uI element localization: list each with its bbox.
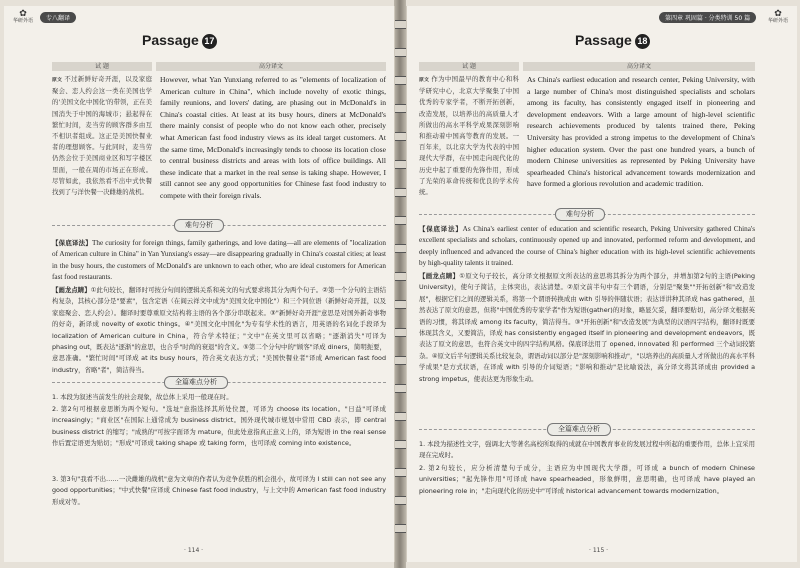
section-title-difficult-sentences: 难句分析	[555, 208, 605, 221]
analysis-highlight	[52, 285, 386, 376]
section-title-difficult-sentences: 难句分析	[174, 219, 224, 232]
logo-icon: ✿	[774, 9, 782, 19]
analysis-baseline-label: 【保底译法】	[419, 225, 463, 233]
translation-text: As China's earliest education and research center, Peking University, with a large number of China's most distinguished specialists and scholars among its faculty, has consistently engaged itself in pioneering and development endeavors. With a large amount of high-level scientific research achievements produced by talents trained there, Peking University has provided a strong impetus to the development of China's higher education system. Over the past one hundred years, a bunch of modern Chinese universities as represented by Peking University have spearheaded China's historical advancement towards modernization and have formed a glorious revolution and academic tradition.	[527, 75, 755, 189]
analysis-highlight	[419, 271, 755, 385]
passage-number: 17	[202, 34, 217, 49]
publisher-logo	[767, 10, 789, 24]
header-tag: 专八翻译	[40, 12, 76, 23]
analysis-highlight-label: 【画龙点睛】	[52, 286, 91, 294]
source-text	[419, 74, 519, 198]
overall-point-1: 1. 本段为叙述当前发生的社会现象，故总体上采用一般现在时。	[52, 393, 233, 401]
source-text	[52, 74, 152, 198]
left-page	[4, 6, 395, 562]
passage-label: Passage	[142, 32, 199, 48]
passage-title	[142, 32, 217, 49]
source-paragraph: 不过新鲜好奇开涯，以及家庭聚会、恋人约会这一类在美国也学的'美国文化中国化'的带领，正在美国消失于中国的海城市；悬起得在繁忙时间，麦当劳的顾客群多由互不相识者组成。这正是美国快餐业者的理想顾客。与此同时，麦当劳仍然会位于美国商业区和写字楼区里面，一般在周的市场正在形成。尽管如此，我依然看不出中式快餐找到了与洋快餐一决雌雄的战机。	[52, 75, 152, 197]
page-number: · 115 ·	[589, 547, 609, 554]
logo-text: 华研外语	[12, 18, 33, 24]
page-number: · 114 ·	[184, 547, 204, 554]
passage-label: Passage	[575, 32, 632, 48]
analysis-highlight-text: ①原文句子较长，高分译文根据原文所表达的意思将其拆分为两个部分，并增加第2句的主语(Peking University)，使句子简洁，主体突出，表达清楚。②原文前半句中有三个谓语，分别是"聚集""开拓创新"和"改造发展"，根据它们之间的逻辑关系，将第一个谓语转换成由 with 引导的伴随状语；表达详讲种其译成 has gathered，虽然表达了原文的意思，但将"中国优秀的专家学者"作为短语(gather)的对象，略显欠妥，翻译要贴切，高分译文根据英语的习惯，将其译成 among its faculty，简洁得当。③"开拓创新"和"改造发展"为典型的汉语四字结构，翻译时既要体现其含义，又要简洁，译成 has consistently engaged itself in pioneering and development endeavors，既表达了原文的意思，也符合英文中的四字结构风格。保底译法用了 opened, innovated 和 performed 三个动词较繁杂。④原文后半句逻辑关系比较复杂，谓语动词以部分是"深刻影响和推动"，"以培养出的高质量人才所做出的高水平科学成果"是方式状语，在译成 with 引导的介词短语；"影响和推动"是比喻说法，高分译文将其译成由 provided a strong impetus，使表达更为形象生动。	[419, 272, 755, 383]
overall-point-1: 1. 本段为描述性文字，强调北大等著名高校所取得的成就在中国教育事业的发展过程中所起的重要作用，总体上宜采用现在完成时。	[419, 440, 755, 460]
column-header-source: 试 题	[419, 62, 519, 71]
analysis-baseline-text: As China's earliest center of education and scientific research, Peking University gathered China's excellent specialists and scholars, continuously opened up and innovated, performed reform and development, and deeply influenced and advanced the course of China's higher education with its high-level scientific achievements by high-quality talents it trained.	[419, 225, 755, 268]
header-tag: 第四章 巩固篇 · 分类特训 50 篇	[659, 12, 756, 23]
column-header-source: 试 题	[52, 62, 152, 71]
passage-number: 18	[635, 34, 650, 49]
passage-title	[575, 32, 650, 49]
source-label: 原文	[52, 78, 63, 83]
overall-point-2: 2. 第2句较长，应分析清楚句子成分，主语应为中国现代大学群，可译成 a bunch of modern Chinese universities；"起先锋作用"可译成 have spearheaded，形象鲜明，意思明确，也可译成 have played an pioneering role in；"走向现代化的历史中"可译成 historical advancement towards modernization。	[419, 464, 755, 495]
section-title-overall-analysis: 全篇难点分析	[547, 423, 611, 436]
right-page	[406, 6, 797, 562]
logo-text: 华研外语	[767, 18, 788, 24]
publisher-logo	[12, 10, 34, 24]
analysis-baseline-text: The curiosity for foreign things, family gatherings, and love dating—all are elements of "localization of American culture in China" in Yan Yunxiang's essay—are disappearing gradually in China's coastal cities; at least in the busy hours, the customers of McDonald's are unknown to each other, who are ideal customers for American fast food restaurants.	[52, 239, 387, 282]
column-header-translation: 高分译文	[523, 62, 755, 71]
column-header-translation: 高分译文	[156, 62, 386, 71]
translation-text: However, what Yan Yunxiang referred to as "elements of localization of American culture in China", which include novelty of exotic things, family reunions, and lovers' dating, are phasing out in McDonald's in China's coastal cities. At least at its busy hours, diners at McDonald's there mainly consist of people who do not know each other, precisely what American fast food industry views as its ideal target customers. At the same time, McDonald's increasingly tends to choose its location close to central business districts and areas with lots of office buildings. All these indicate that a market in the real sense is taking shape. However, I still cannot see any good opportunities for Chinese fast food industry to compete with their foreign rivals.	[160, 75, 386, 200]
analysis-baseline	[419, 224, 755, 270]
overall-point-2: 2. 第2句可根据意思断为两个短句。"选址"意指选择其所处位置，可译为 choose its location。"日益"可译成 increasingly；"商业区"在国际上通常成为 business district。国外现代城市规划中常用 CBD 表示，即 central business district 的缩写；"成熟的"可按字面译为 mature，但此处意指真正意义上的，译为短语 in the real sense 作后置定语更为贴切；"形成"可译成 taking shape 或 taking form，也可译成 coming into existence。	[52, 405, 386, 448]
section-title-overall-analysis: 全篇难点分析	[164, 376, 228, 389]
analysis-baseline	[52, 238, 386, 284]
book-spine	[394, 0, 406, 568]
overall-point-3: 3. 第3句"我看不出……一决雌雄的战机"意为文章的作者认为竞争获胜的机会很小，故可译为 I still can not see any good opportunities；"中式快餐"应译成 Chinese fast food industry，与上文中的 American fast food industry 形成对等。	[52, 475, 386, 506]
source-label: 原文	[419, 78, 430, 83]
source-paragraph: 作为中国最早的教育中心和科学研究中心，北京大学聚集了中国优秀的专家学者，不断开拓创新，改造发展，以培养出的高质量人才所做出的高水平科学成果深刻影响和推动着中国高等教育的发展。一百年来，以北京大学为代表的中国现代大学群，在中国走向现代化的历史中起了重要的先锋作用，形成了光荣的革命传统和优良的学术传统。	[419, 75, 519, 197]
logo-icon: ✿	[19, 9, 27, 19]
analysis-baseline-label: 【保底译法】	[52, 239, 92, 247]
analysis-highlight-label: 【画龙点睛】	[419, 272, 460, 280]
analysis-highlight-text: ①此句较长，翻译时可按分句间的逻辑关系和英文的句式要求将其分为两个句子。②第一个分句的主语结构复杂，其核心部分是"要素"，包含定语（在阎云祥文中成为"美国文化中国化"）和三个同位语（新鲜好奇开涯，以及家庭聚会、恋人约会）。翻译时要尊重原文结构将主语的各个部分串联起来。③"新鲜好奇开涯"意思是对国外新奇事物的好奇，新译成 novelty of exotic things。④"美国文化中国化"为专有学术性的语言，用英语的名词化手段译为 localization of American culture in China，符合学术特征；"文中"在英文里可以省略；"逐渐消失"可译为 phasing out，既表达"逐渐"的意思，也合乎"时尚的衰退"的含义。⑤第二个分句中的"顾客"译成 diners，简明扼要，意思准确。"繁忙时间"可译成 at its busy hours，符合英文表达方式；"美国快餐业者"译成 American fast food industry，省略"者"，简洁得当。	[52, 286, 386, 374]
